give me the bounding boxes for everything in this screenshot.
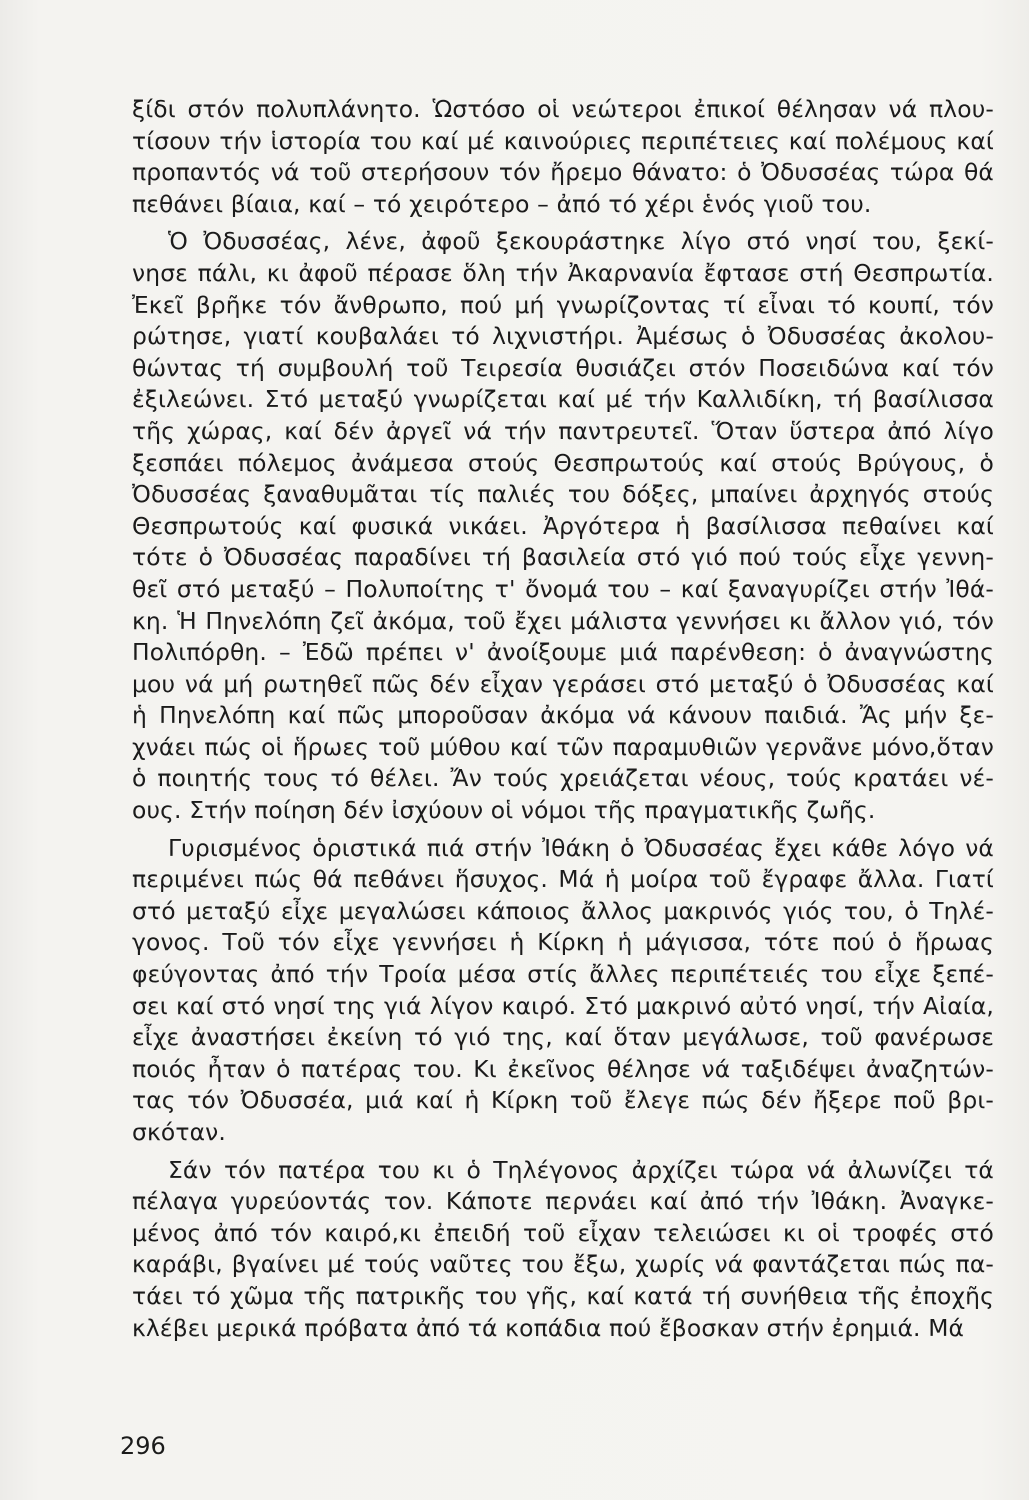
text-line: ὁ ποιητής τους τό θέλει. Ἄν τούς χρειάζεται νέους, τούς κρατάει νέ- bbox=[132, 764, 994, 793]
text-line: θεῖ στό μεταξύ – Πολυποίτης τ' ὄνομά του – καί ξαναγυρίζει στήν Ἰθά- bbox=[132, 574, 994, 603]
text-line: ἡ Πηνελόπη καί πῶς μποροῦσαν ἀκόμα νά κάνουν παιδιά. Ἄς μήν ξε- bbox=[132, 701, 994, 730]
text-line: προπαντός νά τοῦ στερήσουν τόν ἤρεμο θάνατο: ὁ Ὀδυσσέας τώρα θά bbox=[132, 158, 994, 187]
text-line: τῆς χώρας, καί δέν ἀργεῖ νά τήν παντρευτεῖ. Ὅταν ὕστερα ἀπό λίγο bbox=[132, 416, 994, 445]
text-line: μου νά μή ρωτηθεῖ πῶς δέν εἶχαν γεράσει στό μεταξύ ὁ Ὀδυσσέας καί bbox=[132, 669, 994, 698]
text-line: ρώτησε, γιατί κουβαλάει τό λιχνιστήρι. Ἀμέσως ὁ Ὀδυσσέας ἀκολου- bbox=[132, 322, 994, 351]
text-line: Σάν τόν πατέρα του κι ὁ Τηλέγονος ἀρχίζει τώρα νά ἀλωνίζει τά bbox=[168, 1155, 994, 1184]
text-line: τότε ὁ Ὀδυσσέας παραδίνει τή βασιλεία στό γιό πού τούς εἶχε γεννη- bbox=[132, 543, 994, 572]
text-line: χνάει πώς οἱ ἥρωες τοῦ μύθου καί τῶν παραμυθιῶν γερνᾶνε μόνο,ὅταν bbox=[132, 732, 994, 761]
text-line: πέλαγα γυρεύοντάς τον. Κάποτε περνάει καί ἀπό τήν Ἰθάκη. Ἀναγκε- bbox=[132, 1187, 994, 1216]
text-line: τάει τό χῶμα τῆς πατρικῆς του γῆς, καί κατά τή συνήθεια τῆς ἐποχῆς bbox=[132, 1281, 994, 1310]
text-line: Γυρισμένος ὁριστικά πιά στήν Ἰθάκη ὁ Ὀδυσσέας ἔχει κάθε λόγο νά bbox=[168, 833, 994, 862]
text-line: γονος. Τοῦ τόν εἶχε γεννήσει ἡ Κίρκη ἡ μάγισσα, τότε πού ὁ ἥρωας bbox=[132, 928, 994, 957]
text-line: Πολιπόρθη. – Ἐδῶ πρέπει ν' ἀνοίξουμε μιά παρένθεση: ὁ ἀναγνώστης bbox=[132, 638, 994, 667]
paragraph bbox=[132, 1155, 994, 1345]
text-line: φεύγοντας ἀπό τήν Τροία μέσα στίς ἄλλες περιπέτειές του εἶχε ξεπέ- bbox=[132, 960, 994, 989]
paragraph bbox=[132, 226, 994, 826]
text-line: ους. Στήν ποίηση δέν ἰσχύουν οἱ νόμοι τῆς πραγματικῆς ζωῆς. bbox=[132, 796, 876, 825]
body-text bbox=[132, 94, 994, 1344]
text-line: καράβι, βγαίνει μέ τούς ναῦτες του ἔξω, χωρίς νά φαντάζεται πώς πα- bbox=[132, 1250, 994, 1279]
text-line: στό μεταξύ εἶχε μεγαλώσει κάποιος ἄλλος μακρινός γιός του, ὁ Τηλέ- bbox=[132, 896, 994, 925]
text-line: σκόταν. bbox=[132, 1118, 226, 1146]
text-line: Ὁ Ὀδυσσέας, λένε, ἀφοῦ ξεκουράστηκε λίγο στό νησί του, ξεκί- bbox=[168, 227, 994, 256]
text-line: τας τόν Ὀδυσσέα, μιά καί ἡ Κίρκη τοῦ ἔλεγε πώς δέν ἤξερε ποῦ βρι- bbox=[132, 1086, 994, 1115]
text-line: κη. Ἡ Πηνελόπη ζεῖ ἀκόμα, τοῦ ἔχει μάλιστα γεννήσει κι ἄλλον γιό, τόν bbox=[132, 606, 994, 635]
text-line: τίσουν τήν ἱστορία του καί μέ καινούριες περιπέτειες καί πολέμους καί bbox=[132, 126, 994, 155]
text-line: ἐξιλεώνει. Στό μεταξύ γνωρίζεται καί μέ τήν Καλλιδίκη, τή βασίλισσα bbox=[132, 385, 994, 414]
text-line: ποιός ἦταν ὁ πατέρας του. Κι ἐκεῖνος θέλησε νά ταξιδέψει ἀναζητών- bbox=[132, 1054, 994, 1083]
text-line: Ἐκεῖ βρῆκε τόν ἄνθρωπο, πού μή γνωρίζοντας τί εἶναι τό κουπί, τόν bbox=[132, 290, 994, 319]
text-line: σει καί στό νησί της γιά λίγον καιρό. Στό μακρινό αὐτό νησί, τήν Αἰαία, bbox=[132, 991, 994, 1020]
text-line: Ὀδυσσέας ξαναθυμᾶται τίς παλιές του δόξες, μπαίνει ἀρχηγός στούς bbox=[132, 480, 994, 509]
text-line: ξίδι στόν πολυπλάνητο. Ὡστόσο οἱ νεώτεροι ἐπικοί θέλησαν νά πλου- bbox=[132, 95, 994, 123]
text-line: περιμένει πώς θά πεθάνει ἥσυχος. Μά ἡ μοίρα τοῦ ἔγραφε ἄλλα. Γιατί bbox=[132, 865, 994, 894]
text-line: μένος ἀπό τόν καιρό,κι ἐπειδή τοῦ εἶχαν τελειώσει κι οἱ τροφές στό bbox=[132, 1218, 994, 1247]
text-line: νησε πάλι, κι ἀφοῦ πέρασε ὅλη τήν Ἀκαρνανία ἔφτασε στή Θεσπρωτία. bbox=[132, 258, 994, 287]
text-line: Θεσπρωτούς καί φυσικά νικάει. Ἀργότερα ἡ βασίλισσα πεθαίνει καί bbox=[132, 511, 994, 540]
paragraph bbox=[132, 94, 994, 220]
text-line: εἶχε ἀναστήσει ἐκείνη τό γιό της, καί ὅταν μεγάλωσε, τοῦ φανέρωσε bbox=[132, 1023, 994, 1052]
text-line: κλέβει μερικά πρόβατα ἀπό τά κοπάδια πού ἔβοσκαν στήν ἐρημιά. Μά bbox=[132, 1313, 965, 1342]
text-line: ξεσπάει πόλεμος ἀνάμεσα στούς Θεσπρωτούς καί στούς Βρύγους, ὁ bbox=[132, 448, 994, 477]
page-number: 296 bbox=[120, 1432, 166, 1460]
text-line: πεθάνει βίαια, καί – τό χειρότερο – ἀπό τό χέρι ἑνός γιοῦ του. bbox=[132, 189, 872, 218]
text-line: θώντας τή συμβουλή τοῦ Τειρεσία θυσιάζει στόν Ποσειδώνα καί τόν bbox=[132, 353, 994, 382]
paragraph bbox=[132, 833, 994, 1149]
